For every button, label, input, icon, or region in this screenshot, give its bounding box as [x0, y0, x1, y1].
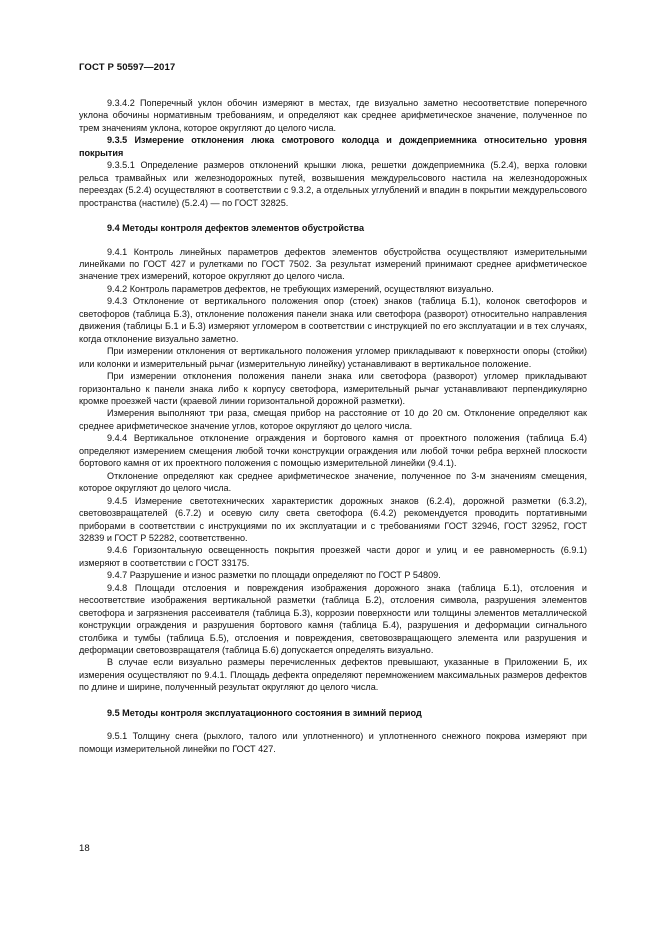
section-heading-9-3-5: 9.3.5 Измерение отклонения люка смотрового колодца и дождеприемника относительно уровня покрытия [79, 135, 587, 158]
paragraph-9-4-1: 9.4.1 Контроль линейных параметров дефектов элементов обустройства осуществляют измерительными линейками по ГОСТ 427 и рулетками по ГОСТ 7502. За результат измерений принимают среднее арифметическое значение трех измерений, которое округляют до целого числа. [79, 246, 587, 282]
paragraph-9-4-8-measure: В случае если визуально размеры перечисленных дефектов превышают, указанные в Приложении Б, их измерения осуществляют по 9.4.1. Площадь дефекта определяют перемножением максимальных размеров дефектов по длине и ширине, полученный результат округляют до целого числа. [79, 657, 587, 693]
paragraph-9-3-5-1: 9.3.5.1 Определение размеров отклонений крышки люка, решетки дождеприемника (5.2.4), верха головки рельса трамвайных или железнодорожных путей, возвышения междурельсового настила на железнодорожных переездах (5.2.4) осуществляют в соответствии с 9.3.2, а отдельных углублений и впадин в покрытии междурельсового пространства (настиле) (5.2.4) — по ГОСТ 32825. [79, 160, 587, 208]
paragraph-9-4-4: 9.4.4 Вертикальное отклонение ограждения и бортового камня от проектного положения (таблица Б.4) определяют измерением смещения любой точки конструкции ограждения или любой точки ребра верхней плоскости бортового камня от их проектного положения с помощью измерительной линейки (9.4.1). [79, 433, 587, 469]
paragraph-9-4-6: 9.4.6 Горизонтальную освещенность покрытия проезжей части дорог и улиц и ее равномерность (6.9.1) измеряют в соответствии с ГОСТ 33175. [79, 545, 587, 568]
paragraph-9-4-7: 9.4.7 Разрушение и износ разметки по площади определяют по ГОСТ Р 54809. [107, 570, 441, 581]
document-body [79, 97, 587, 755]
paragraph-9-4-3-repeat: Измерения выполняют три раза, смещая прибор на расстояние от 10 до 20 см. Отклонение определяют как среднее арифметическое значение углов, которое округляют до целого числа. [79, 408, 587, 431]
paragraph-9-4-3: 9.4.3 Отклонение от вертикального положения опор (стоек) знаков (таблица Б.1), колонок светофоров и светофоров (таблица Б.3), отклонение положения панели знака или светофора (разворот) относительно направления движения (таблицы Б.1 и Б.3) измеряют угломером в соответствии с инструкцией по его эксплуатации и в тех случаях, когда отклонение визуально заметно. [79, 296, 587, 344]
paragraph-9-4-5: 9.4.5 Измерение светотехнических характеристик дорожных знаков (6.2.4), дорожной разметки (6.3.2), световозвращателей (6.7.2) и осевую силу света светофора (6.4.2) рекомендуется проводить портативными приборами в соответствии с инструкциями по их эксплуатации и с требованиями ГОСТ 32946, ГОСТ 32952, ГОСТ 32839 и ГОСТ Р 52282, соответственно. [79, 495, 587, 543]
section-heading-9-5: 9.5 Методы контроля эксплуатационного состояния в зимний период [107, 707, 422, 718]
paragraph-9-4-3-vertical: При измерении отклонения от вертикального положения угломер прикладывают к поверхности опоры (стойки) или колонки и измерительный рычаг (измерительную линейку) устанавливают в вертикальное положение. [79, 346, 587, 369]
page-number: 18 [79, 843, 90, 854]
paragraph-9-4-3-rotation: При измерении отклонения положения панели знака или светофора (разворот) угломер прикладывают горизонтально к панели знака либо к корпусу светофора, измерительный рычаг устанавливают перпендикулярно кромке проезжей части (краевой линии горизонтальной дорожной разметки). [79, 371, 587, 406]
paragraph-9-4-4-average: Отклонение определяют как среднее арифметическое значение, полученное по 3-м значениям смещения, которое округляют до целого числа. [79, 470, 587, 494]
section-heading-9-4: 9.4 Методы контроля дефектов элементов обустройства [107, 223, 365, 234]
paragraph-9-4-8: 9.4.8 Площади отслоения и повреждения изображения дорожного знака (таблица Б.1), отслоения и несоответствие изображения вертикальной разметки (таблица Б.2), отслоения символа, разрушения элементов светофора и загрязнения рассеивателя (таблица Б.3), коррозии поверхности или толщины элементов металлической конструкции ограждения и разрушения бортового камня (таблица Б.4), разрушения и деформации сигнального столбика и тумбы (таблица Б.5), отслоения и повреждения, световозвращающего элемента или разрушения и деформации световозвращателя (таблица Б.6) допускается определять визуально. [79, 582, 587, 656]
paragraph-9-4-2: 9.4.2 Контроль параметров дефектов, не требующих измерений, осуществляют визуально. [107, 283, 494, 294]
paragraph-9-5-1: 9.5.1 Толщину снега (рыхлого, талого или уплотненного) и уплотненного снежного покрова измеряют при помощи измерительной линейки по ГОСТ 427. [79, 731, 587, 754]
document-header: ГОСТ Р 50597—2017 [79, 62, 176, 73]
paragraph-9-3-4-2: 9.3.4.2 Поперечный уклон обочин измеряют в местах, где визуально заметно несоответствие поперечного уклона обочины нормативным требованиям, и определяют как среднее арифметическое значение, полученное по трем значениям уклона, которое округляют до целого числа. [79, 98, 587, 133]
